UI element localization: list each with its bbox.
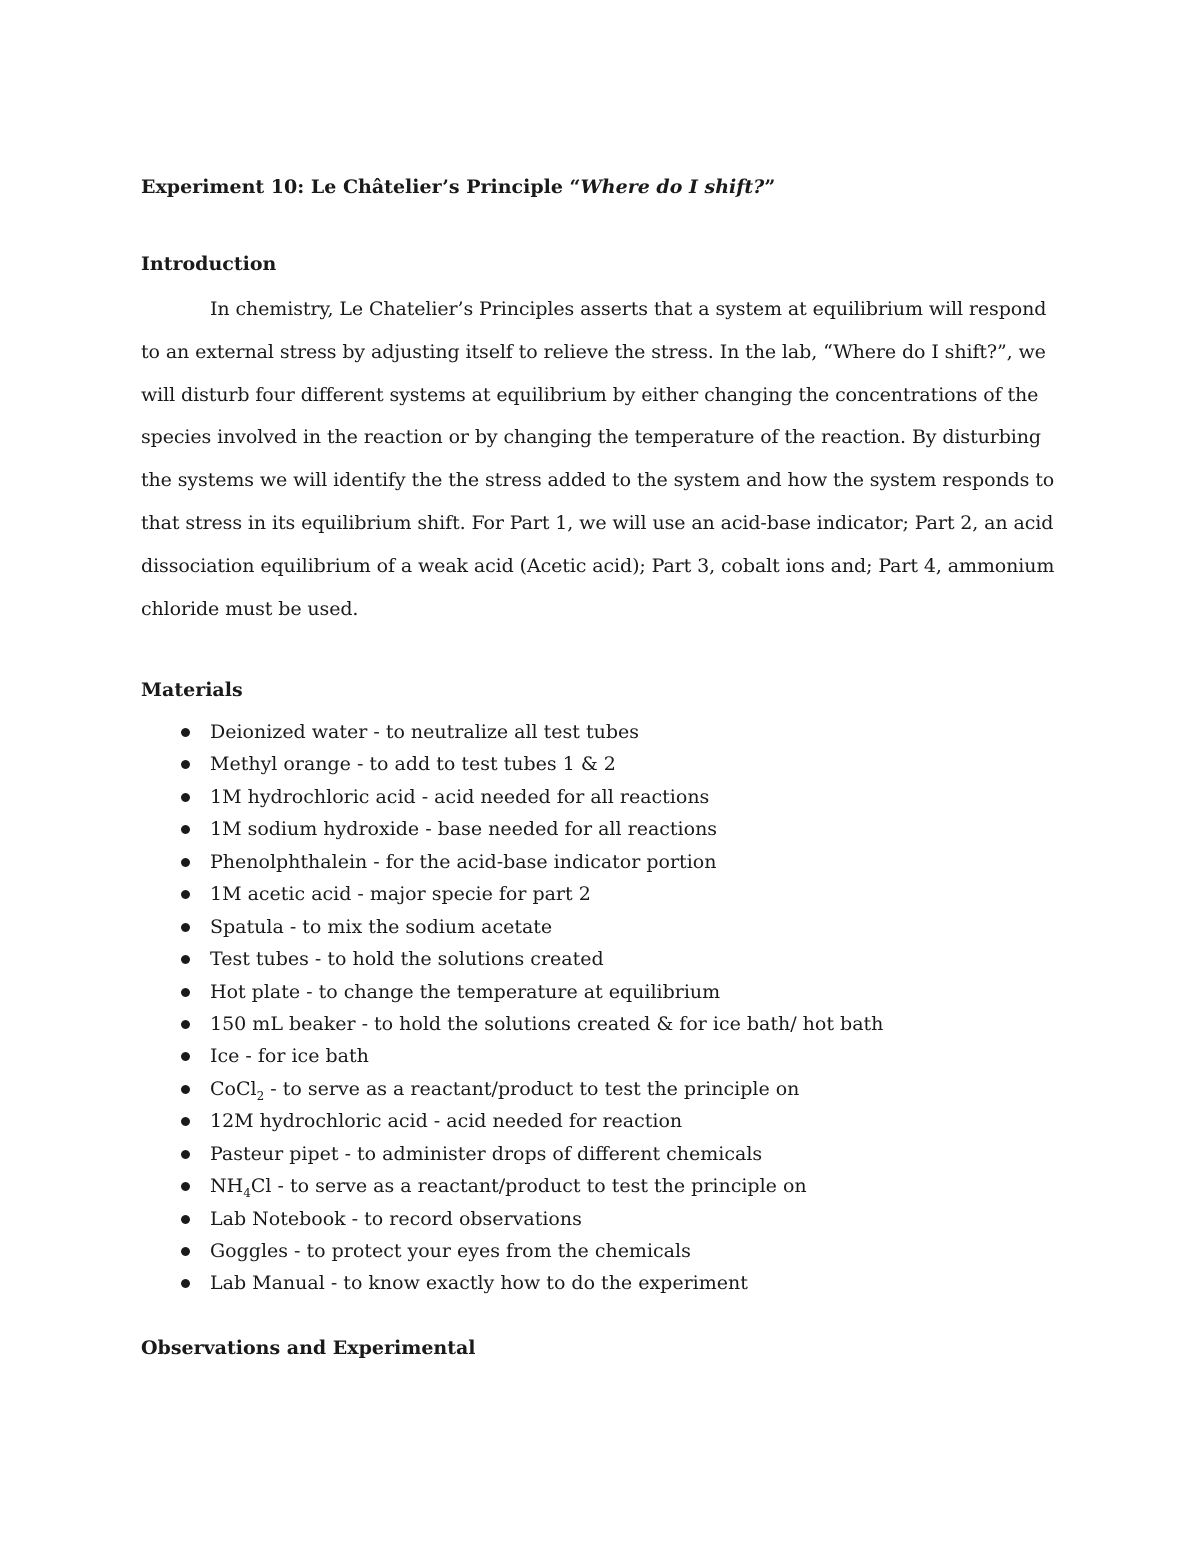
material-text: Hot plate - to change the temperature at equilibrium: [210, 980, 721, 1003]
list-item: [141, 716, 883, 748]
list-item: [141, 1170, 883, 1202]
bullet-icon: [181, 1279, 190, 1288]
material-text: - to serve as a reactant/product to test the principle on: [264, 1077, 800, 1100]
materials-list: [141, 716, 883, 1300]
bullet-icon: [181, 890, 190, 899]
list-item: [141, 1073, 883, 1105]
bullet-icon: [181, 858, 190, 867]
formula-subscript: 4: [243, 1185, 251, 1200]
bullet-icon: [181, 988, 190, 997]
list-item: [141, 911, 883, 943]
material-text: Ice - for ice bath: [210, 1045, 369, 1068]
material-text: Cl - to serve as a reactant/product to test the principle on: [250, 1175, 807, 1198]
material-text: Spatula - to mix the sodium acetate: [210, 915, 553, 938]
list-item: [141, 813, 883, 845]
material-text: 150 mL beaker - to hold the solutions created & for ice bath/ hot bath: [210, 1012, 884, 1035]
list-item: [141, 1008, 883, 1040]
bullet-icon: [181, 1052, 190, 1061]
observations-heading: Observations and Experimental: [141, 1337, 476, 1359]
list-item: [141, 1138, 883, 1170]
list-item: [141, 878, 883, 910]
formula-subscript: 2: [256, 1088, 265, 1103]
material-text: Phenolphthalein - for the acid-base indicator portion: [210, 850, 717, 873]
material-formula: CoCl: [210, 1077, 257, 1100]
material-formula: NH: [210, 1175, 244, 1198]
list-item: [141, 1105, 883, 1137]
list-item: [141, 976, 883, 1008]
title-italic: Where do I shift?: [580, 176, 765, 198]
material-text: Test tubes - to hold the solutions created: [210, 948, 604, 971]
bullet-icon: [181, 760, 190, 769]
material-text: 1M acetic acid - major specie for part 2: [210, 883, 591, 906]
introduction-paragraph: In chemistry, Le Chatelier’s Principles asserts that a system at equilibrium will respond to an external stress by adjusting itself to relieve the stress. In the lab, “Where do I shift?”, we will disturb four different systems at equilibrium by either changing the concentrations of the species involved in the reaction or by changing the temperature of the reaction. By disturbing the systems we will identify the the stress added to the system and how the system responds to that stress in its equilibrium shift. For Part 1, we will use an acid-base indicator; Part 2, an acid dissociation equilibrium of a weak acid (Acetic acid); Part 3, cobalt ions and; Part 4, ammonium chloride must be used.: [141, 298, 1055, 620]
bullet-icon: [181, 1182, 190, 1191]
material-text: 1M sodium hydroxide - base needed for all reactions: [210, 818, 718, 841]
bullet-icon: [181, 1215, 190, 1224]
list-item: [141, 1235, 883, 1267]
materials-heading: Materials: [141, 679, 243, 701]
list-item: [141, 1040, 883, 1072]
material-text: Deionized water - to neutralize all test tubes: [210, 721, 639, 743]
bullet-icon: [181, 825, 190, 834]
list-item: [141, 1267, 883, 1299]
material-text: Lab Notebook - to record observations: [210, 1207, 582, 1230]
bullet-icon: [181, 728, 190, 737]
material-text: Methyl orange - to add to test tubes 1 & 2: [210, 753, 616, 776]
list-item: [141, 1203, 883, 1235]
bullet-icon: [181, 1247, 190, 1256]
bullet-icon: [181, 1085, 190, 1094]
material-text: Lab Manual - to know exactly how to do the experiment: [210, 1272, 748, 1295]
bullet-icon: [181, 1020, 190, 1029]
list-item: [141, 846, 883, 878]
title-suffix: ”: [764, 176, 776, 198]
bullet-icon: [181, 793, 190, 802]
bullet-icon: [181, 923, 190, 932]
list-item: [141, 748, 883, 780]
bullet-icon: [181, 955, 190, 964]
material-text: Goggles - to protect your eyes from the chemicals: [210, 1240, 691, 1262]
introduction-heading: Introduction: [141, 253, 277, 275]
title-prefix: Experiment 10: Le Châtelier’s Principle “: [141, 176, 581, 198]
list-item: [141, 943, 883, 975]
bullet-icon: [181, 1117, 190, 1126]
material-text: 1M hydrochloric acid - acid needed for all reactions: [210, 785, 710, 808]
material-text: Pasteur pipet - to administer drops of different chemicals: [210, 1142, 763, 1165]
document-title: [141, 176, 775, 198]
list-item: [141, 781, 883, 813]
material-text: 12M hydrochloric acid - acid needed for reaction: [210, 1110, 683, 1133]
bullet-icon: [181, 1150, 190, 1159]
